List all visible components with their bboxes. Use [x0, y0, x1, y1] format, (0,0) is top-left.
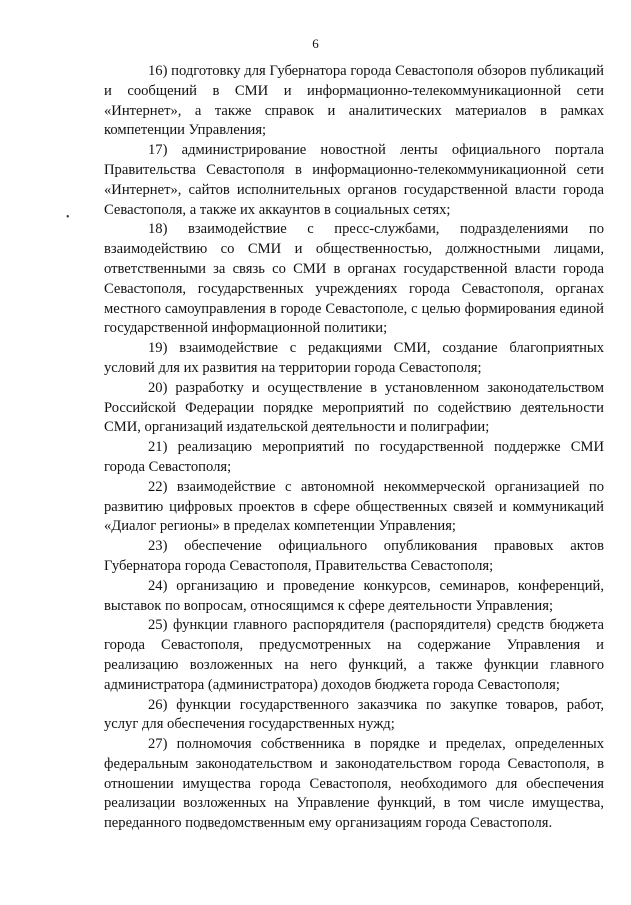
- list-item: 16) подготовку для Губернатора города Севастополя обзоров публикаций и сообщений в СМИ и информационно-телекоммуникационной сети «Интернет», а также справок и аналитических материалов в рамках компетенции Управления;: [104, 63, 604, 139]
- list-item: 19) взаимодействие с редакциями СМИ, создание благоприятных условий для их развития на территории города Севастополя;: [104, 340, 604, 376]
- list-item: 21) реализацию мероприятий по государственной поддержке СМИ города Севастополя;: [104, 439, 604, 475]
- page-number: 6: [312, 36, 319, 51]
- list-item: 18) взаимодействие с пресс-службами, подразделениями по взаимодействию со СМИ и общественностью, должностными лицами, ответственными за связь со СМИ в органах государственной власти города Севастополя, государственных учреждениях города Севастополя, органах местного самоуправления в городе Севастополе, с целью формирования единой государственной информационной политики;: [104, 221, 604, 337]
- list-item: 17) администрирование новостной ленты официального портала Правительства Севастополя в информационно-телекоммуникационной сети «Интернет», сайтов исполнительных органов государственной власти города Севастополя, а также их аккаунтов в социальных сетях;: [104, 142, 604, 218]
- list-item: 26) функции государственного заказчика по закупке товаров, работ, услуг для обеспечения государственных нужд;: [104, 696, 604, 733]
- list-item: 22) взаимодействие с автономной некоммерческой организацией по развитию цифровых проектов в сфере общественных связей и коммуникаций «Диалог регионы» в пределах компетенции Управления;: [104, 478, 604, 535]
- list-item: 24) организацию и проведение конкурсов, семинаров, конференций, выставок по вопросам, относящимся к сфере деятельности Управления;: [104, 577, 604, 614]
- scan-artifact-dot: •: [66, 212, 70, 223]
- list-item: 20) разработку и осуществление в установленном законодательством Российской Федерации порядке мероприятий по содействию деятельности СМИ, организаций издательской деятельности и полиграфии;: [104, 379, 604, 436]
- list-item: 23) обеспечение официального опубликования правовых актов Губернатора города Севастополя, Правительства Севастополя;: [104, 538, 604, 574]
- list-item: 27) полномочия собственника в порядке и пределах, определенных федеральным законодательством и законодательством города Севастополя, в отношении имущества города Севастополя, необходимого для обеспечения реализации возложенных на Управление функций, в том числе имущества, переданного подведомственным ему организациям города Севастополя.: [104, 736, 604, 832]
- list-item: 25) функции главного распорядителя (распорядителя) средств бюджета города Севастополя, предусмотренных на содержание Управления и реализацию возложенных на него функций, а также функции главного администратора (администратора) доходов бюджета города Севастополя;: [104, 617, 604, 693]
- document-body: [104, 62, 604, 834]
